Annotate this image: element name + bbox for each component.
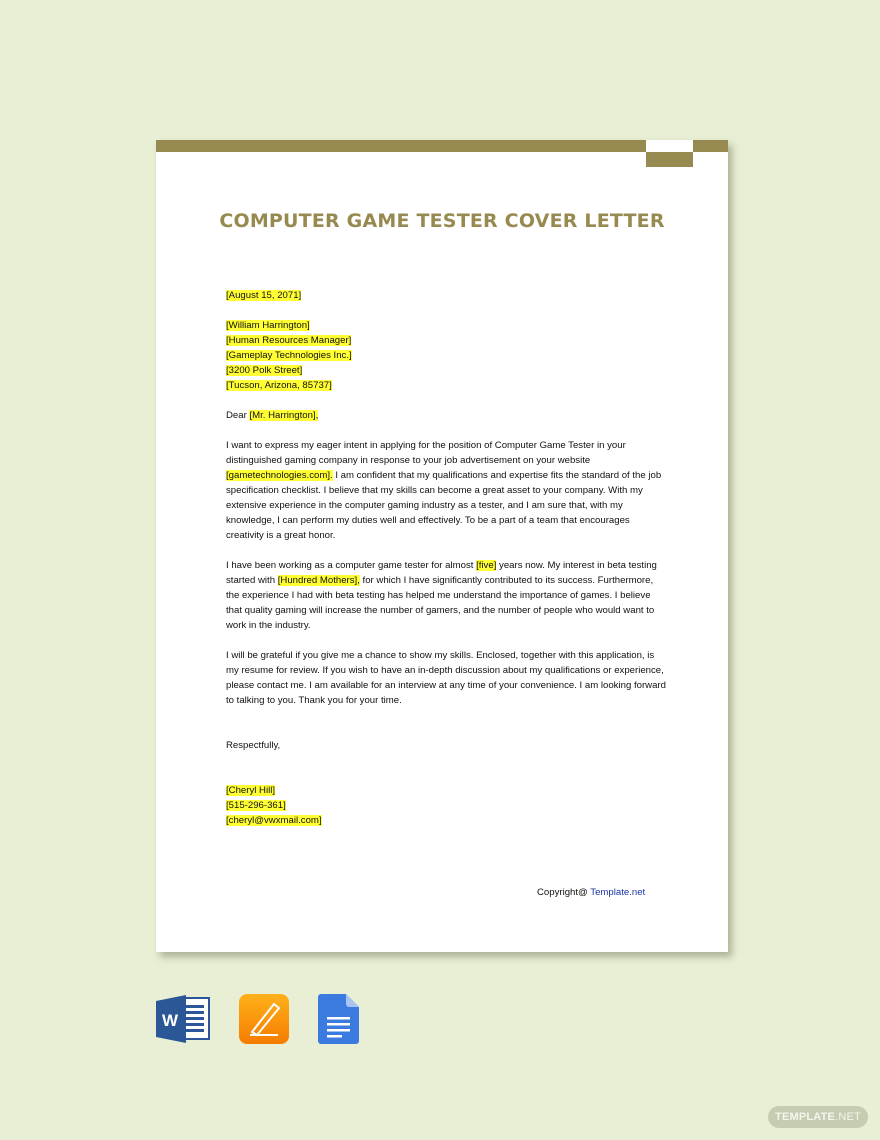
copyright-label: Copyright@ (537, 887, 591, 898)
project-field[interactable]: [Hundred Mothers], (277, 575, 360, 586)
recipient-company-field[interactable]: [Gameplay Technologies Inc.] (226, 350, 352, 361)
salutation-name-field[interactable]: [Mr. Harrington], (249, 410, 319, 421)
salutation (226, 408, 666, 423)
template-net-watermark (768, 1106, 868, 1128)
recipient-name-field[interactable]: [William Harrington] (226, 320, 310, 331)
paragraph-2 (226, 558, 666, 633)
years-field[interactable]: [five] (476, 560, 497, 571)
recipient-position-field[interactable]: [Human Resources Manager] (226, 335, 352, 346)
header-bar-tab (646, 152, 693, 167)
template-net-link[interactable]: Template.net (590, 887, 646, 898)
paragraph-2-text-c: for which I have significantly contributed to its success. Furthermore, the experience I had with beta testing has helped me understand the importance of games. I believe that quality gaming will increase the number of gamers, and the number of people who would want to work in the industry. (226, 575, 655, 631)
website-field[interactable]: [gametechnologies.com]. (226, 470, 333, 481)
paragraph-2-text-b: years now. My interest in beta testing started with (226, 560, 657, 586)
header-bar-notch (646, 140, 693, 152)
microsoft-word-icon[interactable] (156, 993, 212, 1050)
paragraph-1-text-a: I want to express my eager intent in applying for the position of Computer Game Tester in your distinguished gaming company in response to your job advertisement on your website (226, 440, 626, 466)
apple-pages-icon[interactable] (238, 993, 290, 1050)
copyright-notice (537, 887, 645, 898)
paragraph-3: I will be grateful if you give me a chance to show my skills. Enclosed, together with this application, is my resume for review. If you wish to have an in-depth discussion about my qualifications or experience, please contact me. I am available for an interview at any time of your convenience. I am looking forward to talking to you. Thank you for your time. (226, 650, 666, 706)
letter-body (226, 288, 666, 828)
paragraph-1 (226, 438, 666, 543)
salutation-prefix: Dear (226, 410, 250, 421)
paragraph-2-text-a: I have been working as a computer game tester for almost (226, 560, 477, 571)
paragraph-1-text-b: I am confident that my qualifications and expertise fits the standard of the job specification checklist. I believe that my skills can become a great asset to your company. With my extensive experience in the computer gaming industry as a tester, and I am sure that, with my knowledge, I can perform my duties well and effectively. To be a part of a team that encourages creativity is a great honor. (226, 470, 662, 541)
watermark-thin: .NET (835, 1111, 861, 1123)
watermark-bold: TEMPLATE (775, 1111, 836, 1123)
letter-page (156, 140, 728, 952)
date-field[interactable]: [August 15, 2071] (226, 290, 302, 301)
svg-text:W: W (161, 1011, 179, 1030)
sender-email-field[interactable]: [cheryl@vwxmail.com] (226, 815, 322, 826)
document-title: COMPUTER GAME TESTER COVER LETTER (219, 210, 665, 232)
google-docs-icon[interactable] (318, 993, 360, 1050)
header-bar (156, 140, 728, 152)
sender-name-field[interactable]: [Cheryl Hill] (226, 785, 276, 796)
recipient-city-field[interactable]: [Tucson, Arizona, 85737] (226, 380, 332, 391)
sender-phone-field[interactable]: [515-296-361] (226, 800, 286, 811)
closing: Respectfully, (226, 740, 281, 751)
recipient-street-field[interactable]: [3200 Polk Street] (226, 365, 303, 376)
